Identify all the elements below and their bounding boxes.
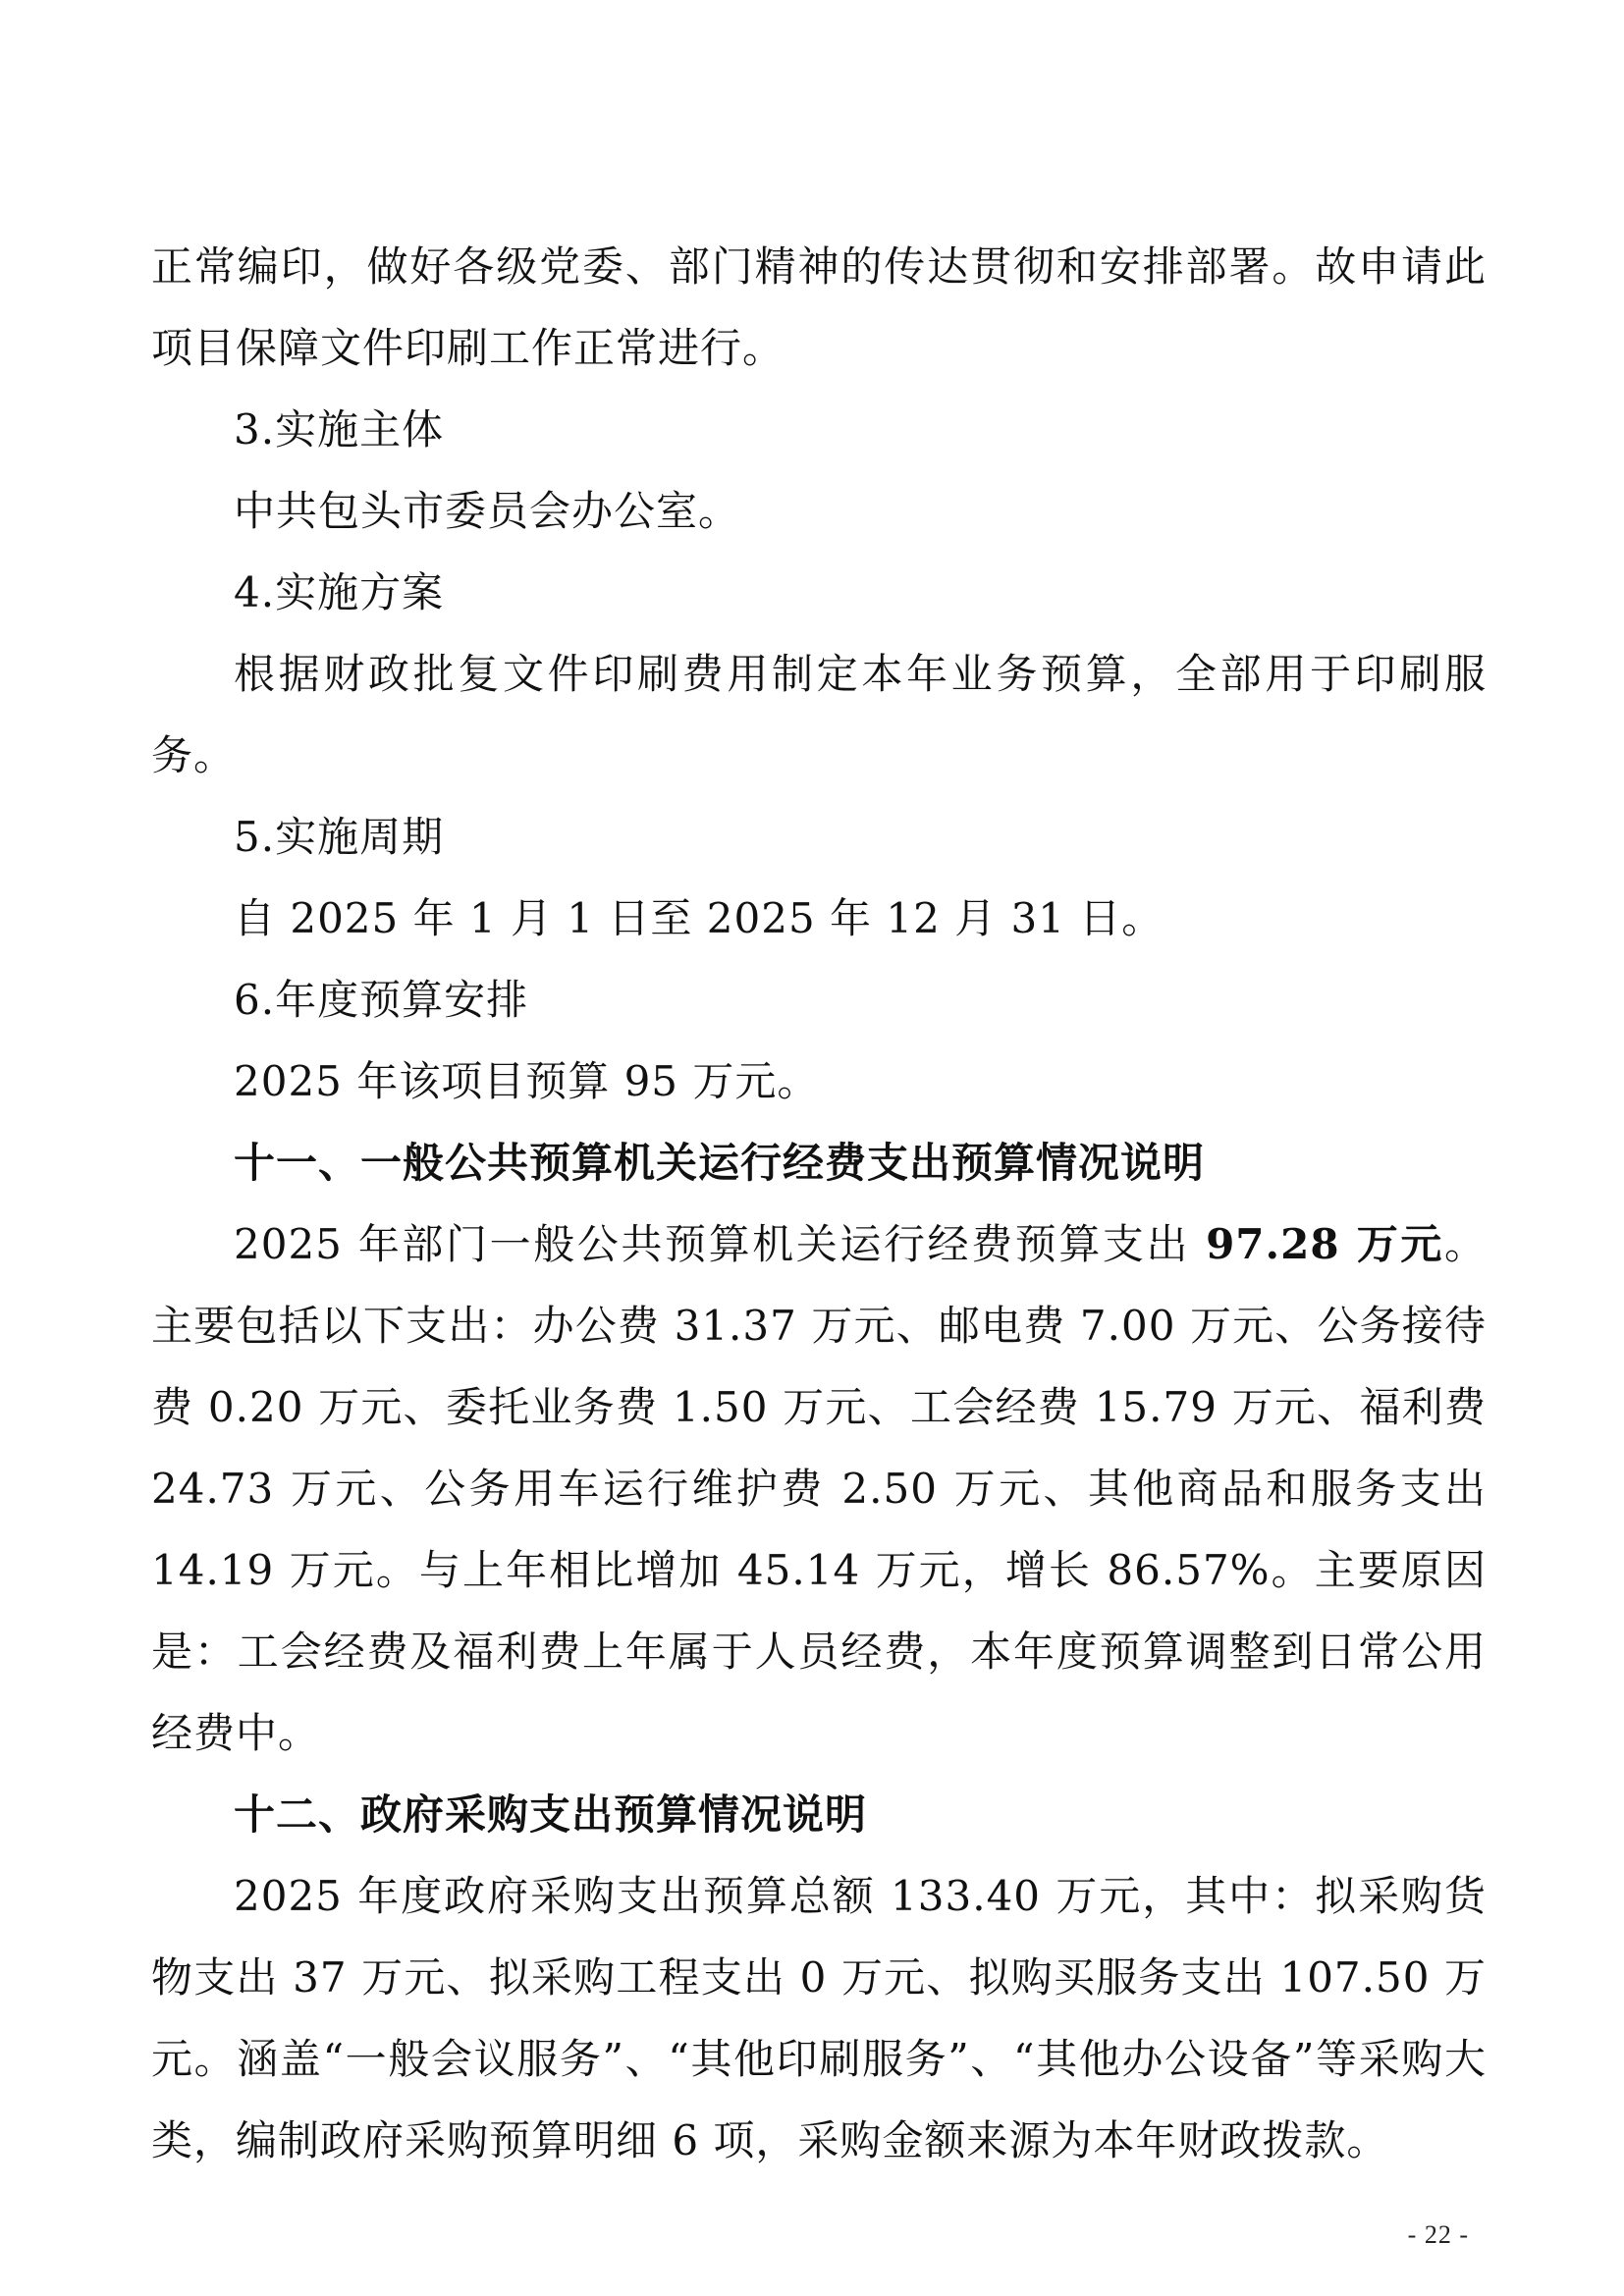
- section-11-paragraph: [151, 1203, 1487, 1774]
- paragraph-project-purpose: 正常编印，做好各级党委、部门精神的传达贯彻和安排部署。故申请此项目保障文件印刷工作正常进行。: [151, 242, 1487, 372]
- section-11-text-after: 。主要包括以下支出：办公费 31.37 万元、邮电费 7.00 万元、公务接待费 0.20 万元、委托业务费 1.50 万元、工会经费 15.79 万元、福利费 24.73 万元、公务用车运行维护费 2.50 万元、其他商品和服务支出 14.19 万元。与上年相比增加 45.14 万元，增长 86.57%。主要原因是：工会经费及福利费上年属于人员经费，本年度预算调整到日常公用经费中。: [151, 1220, 1487, 1757]
- heading-annual-budget: 6.年度预算安排: [234, 976, 529, 1024]
- paragraph-implementation-subject: 中共包头市委员会办公室。: [234, 487, 741, 535]
- section-11-bold-amount: 97.28 万元: [1206, 1220, 1444, 1268]
- section-11-text-before: 2025 年部门一般公共预算机关运行经费预算支出: [234, 1220, 1207, 1268]
- page-number: - 22 -: [1407, 2220, 1469, 2249]
- section-11-heading: 十一、一般公共预算机关运行经费支出预算情况说明: [234, 1139, 1206, 1187]
- section-12-heading: 十二、政府采购支出预算情况说明: [234, 1790, 868, 1839]
- paragraph-implementation-period: 自 2025 年 1 月 1 日至 2025 年 12 月 31 日。: [234, 894, 1164, 942]
- heading-implementation-subject: 3.实施主体: [234, 405, 445, 454]
- heading-implementation-period: 5.实施周期: [234, 813, 445, 861]
- paragraph-annual-budget: 2025 年该项目预算 95 万元。: [234, 1057, 820, 1105]
- heading-implementation-plan: 4.实施方案: [234, 568, 445, 616]
- paragraph-implementation-plan: 根据财政批复文件印刷费用制定本年业务预算，全部用于印刷服务。: [151, 650, 1487, 779]
- document-body: [151, 226, 1487, 2181]
- section-12-paragraph: 2025 年度政府采购支出预算总额 133.40 万元，其中：拟采购货物支出 37 万元、拟采购工程支出 0 万元、拟购买服务支出 107.50 万元。涵盖“一般会议服务”、“其他印刷服务”、“其他办公设备”等采购大类，编制政府采购预算明细 6 项，采购金额来源为本年财政拨款。: [151, 1872, 1487, 2164]
